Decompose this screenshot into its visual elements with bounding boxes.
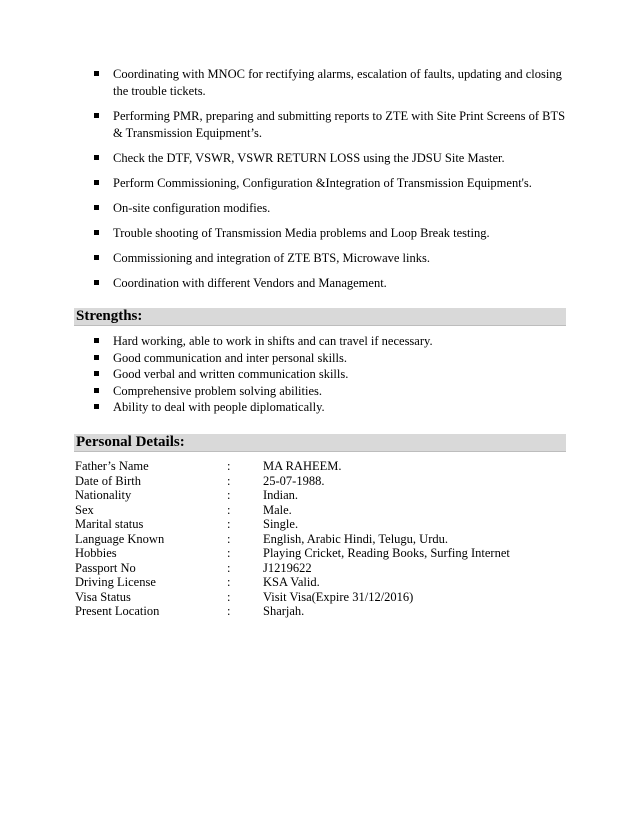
- detail-value: Male.: [263, 502, 292, 517]
- personal-details-table: [75, 459, 565, 619]
- detail-value: Sharjah.: [263, 604, 305, 618]
- duty-item: [92, 200, 567, 217]
- square-bullet-icon: [94, 71, 99, 76]
- strength-item: [92, 383, 562, 400]
- detail-label: Nationality: [75, 488, 132, 502]
- detail-value: KSA Valid.: [263, 575, 320, 589]
- duty-item: [92, 250, 567, 267]
- square-bullet-icon: [94, 338, 99, 343]
- detail-label: Language Known: [75, 531, 165, 546]
- strengths-list: [92, 333, 562, 416]
- detail-separator: :: [227, 589, 231, 604]
- detail-separator: :: [227, 459, 231, 473]
- square-bullet-icon: [94, 355, 99, 360]
- table-row: [75, 503, 565, 518]
- duty-item: [92, 150, 567, 167]
- duty-text: Check the DTF, VSWR, VSWR RETURN LOSS using the JDSU Site Master.: [113, 151, 505, 165]
- detail-label: Hobbies: [75, 546, 117, 560]
- table-row: [75, 604, 565, 619]
- strength-item: [92, 333, 562, 350]
- detail-label: Present Location: [75, 604, 160, 618]
- square-bullet-icon: [94, 255, 99, 260]
- strength-text: Comprehensive problem solving abilities.: [113, 383, 322, 398]
- strength-item: [92, 366, 562, 383]
- square-bullet-icon: [94, 371, 99, 376]
- detail-label: Date of Birth: [75, 473, 141, 488]
- strengths-heading: Strengths:: [76, 308, 143, 324]
- table-row: [75, 488, 565, 503]
- square-bullet-icon: [94, 113, 99, 118]
- strength-item: [92, 399, 562, 416]
- duties-list: [92, 66, 567, 300]
- duty-text: Coordination with different Vendors and Management.: [113, 276, 387, 290]
- strength-text: Hard working, able to work in shifts and can travel if necessary.: [113, 334, 433, 348]
- detail-label: Sex: [75, 502, 94, 517]
- duty-text: Commissioning and integration of ZTE BTS, Microwave links.: [113, 251, 430, 265]
- detail-value: Indian.: [263, 488, 299, 502]
- table-row: [75, 474, 565, 489]
- personal-details-heading: Personal Details:: [76, 434, 185, 450]
- detail-value: English, Arabic Hindi, Telugu, Urdu.: [263, 531, 448, 546]
- table-row: [75, 459, 565, 474]
- duty-item: [92, 108, 567, 142]
- detail-label: Visa Status: [75, 589, 131, 604]
- duty-text: On-site configuration modifies.: [113, 201, 271, 215]
- square-bullet-icon: [94, 180, 99, 185]
- duty-text: Performing PMR, preparing and submitting reports to ZTE with Site Print Screens of BTS & Transmission Equipment’s.: [113, 109, 566, 140]
- table-row: [75, 532, 565, 547]
- strengths-section-header: [74, 308, 566, 326]
- strength-text: Ability to deal with people diplomatically.: [113, 400, 325, 414]
- detail-value: Single.: [263, 517, 299, 531]
- duty-text: Trouble shooting of Transmission Media problems and Loop Break testing.: [113, 226, 490, 240]
- detail-separator: :: [227, 560, 231, 575]
- duty-text: Coordinating with MNOC for rectifying alarms, escalation of faults, updating and closing the trouble tickets.: [113, 67, 562, 98]
- table-row: [75, 561, 565, 576]
- detail-separator: :: [227, 502, 231, 517]
- detail-value: J1219622: [263, 560, 312, 575]
- duty-text: Perform Commissioning, Configuration &Integration of Transmission Equipment's.: [113, 176, 532, 190]
- square-bullet-icon: [94, 155, 99, 160]
- square-bullet-icon: [94, 404, 99, 409]
- duty-item: [92, 175, 567, 192]
- square-bullet-icon: [94, 205, 99, 210]
- detail-label: Passport No: [75, 560, 136, 575]
- strength-text: Good communication and inter personal skills.: [113, 350, 347, 365]
- detail-label: Marital status: [75, 517, 144, 531]
- detail-label: Father’s Name: [75, 459, 149, 473]
- detail-value: 25-07-1988.: [263, 473, 325, 488]
- detail-separator: :: [227, 604, 231, 618]
- detail-separator: :: [227, 517, 231, 531]
- detail-separator: :: [227, 546, 231, 560]
- detail-separator: :: [227, 531, 231, 546]
- detail-value: MA RAHEEM.: [263, 459, 342, 473]
- square-bullet-icon: [94, 280, 99, 285]
- table-row: [75, 575, 565, 590]
- detail-value: Playing Cricket, Reading Books, Surfing Internet: [263, 546, 510, 560]
- detail-separator: :: [227, 473, 231, 488]
- detail-value: Visit Visa(Expire 31/12/2016): [263, 589, 414, 604]
- duty-item: [92, 275, 567, 292]
- detail-label: Driving License: [75, 575, 156, 589]
- square-bullet-icon: [94, 230, 99, 235]
- personal-details-section-header: [74, 434, 566, 452]
- strength-item: [92, 350, 562, 367]
- table-row: [75, 546, 565, 561]
- duty-item: [92, 225, 567, 242]
- square-bullet-icon: [94, 388, 99, 393]
- table-row: [75, 517, 565, 532]
- strength-text: Good verbal and written communication skills.: [113, 367, 349, 381]
- detail-separator: :: [227, 575, 231, 589]
- duty-item: [92, 66, 567, 100]
- table-row: [75, 590, 565, 605]
- detail-separator: :: [227, 488, 231, 502]
